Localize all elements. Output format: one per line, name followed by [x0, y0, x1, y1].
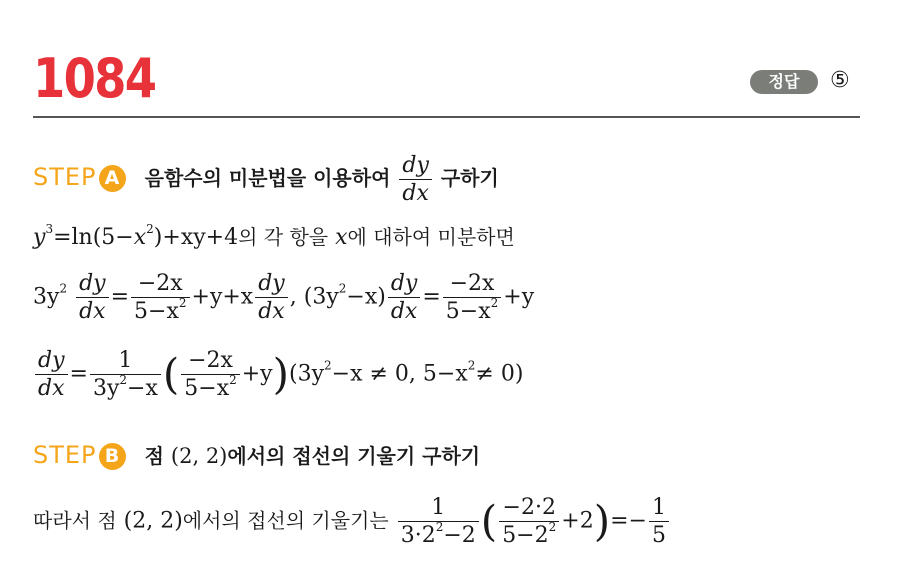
step-b-title: 점 (2, 2)에서의 접선의 기울기 구하기 — [144, 444, 481, 468]
fraction: $\frac{dy}{dx}$ — [35, 347, 68, 402]
answer-badge: 정답 — [750, 70, 818, 94]
step-a-line-2: $3y^2$ $\frac{dy}{dx}$ = $\frac{-2x}{5-x^2}$ +y+x $\frac{dy}{dx}$ , $(3y^2-x)$ $\frac{dy}{dx}$ = $\frac{-2x}{5-x^2}$ +y — [33, 271, 535, 324]
fraction: $\frac{dy}{dx}$ — [255, 270, 288, 325]
fraction: $\frac{-2x}{5-x^2}$ — [443, 270, 501, 325]
step-a-heading — [33, 152, 499, 207]
fraction: $\frac{1}{5}$ — [649, 494, 669, 549]
step-b-heading — [33, 440, 480, 471]
fraction: $\frac{-2x}{5-x^2}$ — [131, 270, 189, 325]
fraction: $\frac{1}{3\cdot 2^2-2}$ — [398, 494, 479, 549]
header-divider — [33, 116, 860, 118]
step-b-letter-badge: B — [99, 443, 126, 470]
step-a-line-1: $y^3=\ln(5-x^2)+xy+4$의 각 항을 x에 대하여 미분하면 — [33, 222, 515, 250]
fraction: $\frac{dy}{dx}$ — [388, 270, 421, 325]
step-a-title-fraction: $\frac{dy}{dx}$ — [399, 152, 432, 207]
fraction: $\frac{-2x}{5-x^2}$ — [181, 347, 239, 402]
step-a-letter-badge: A — [99, 165, 126, 192]
step-a-title: 음함수의 미분법을 이용하여 $\frac{dy}{dx}$ 구하기 — [144, 153, 499, 206]
step-a-label: STEP A — [33, 163, 126, 191]
fraction: $\frac{-2\cdot 2}{5-2^2}$ — [499, 494, 559, 549]
step-a-line-3: $\frac{dy}{dx}$ = $\frac{1}{3y^2-x}$ ( $\frac{-2x}{5-x^2}$ $+y)(3y^2-x \ne 0$, $5-x^2\ne 0$) — [33, 347, 523, 402]
problem-number: 1084 — [33, 47, 156, 110]
fraction: $\frac{1}{3y^2-x}$ — [90, 347, 161, 402]
step-b-label: STEP B — [33, 441, 126, 469]
fraction: $\frac{dy}{dx}$ — [76, 270, 109, 325]
step-b-line-1: 따라서 점 (2, 2)에서의 접선의 기울기는 $\frac{1}{3\cdot 2^2-2}$ ( $\frac{-2\cdot 2}{5-2^2}$ +2)=− $\frac{1}{5}$ — [33, 494, 671, 549]
answer-value: ⑤ — [830, 68, 850, 93]
